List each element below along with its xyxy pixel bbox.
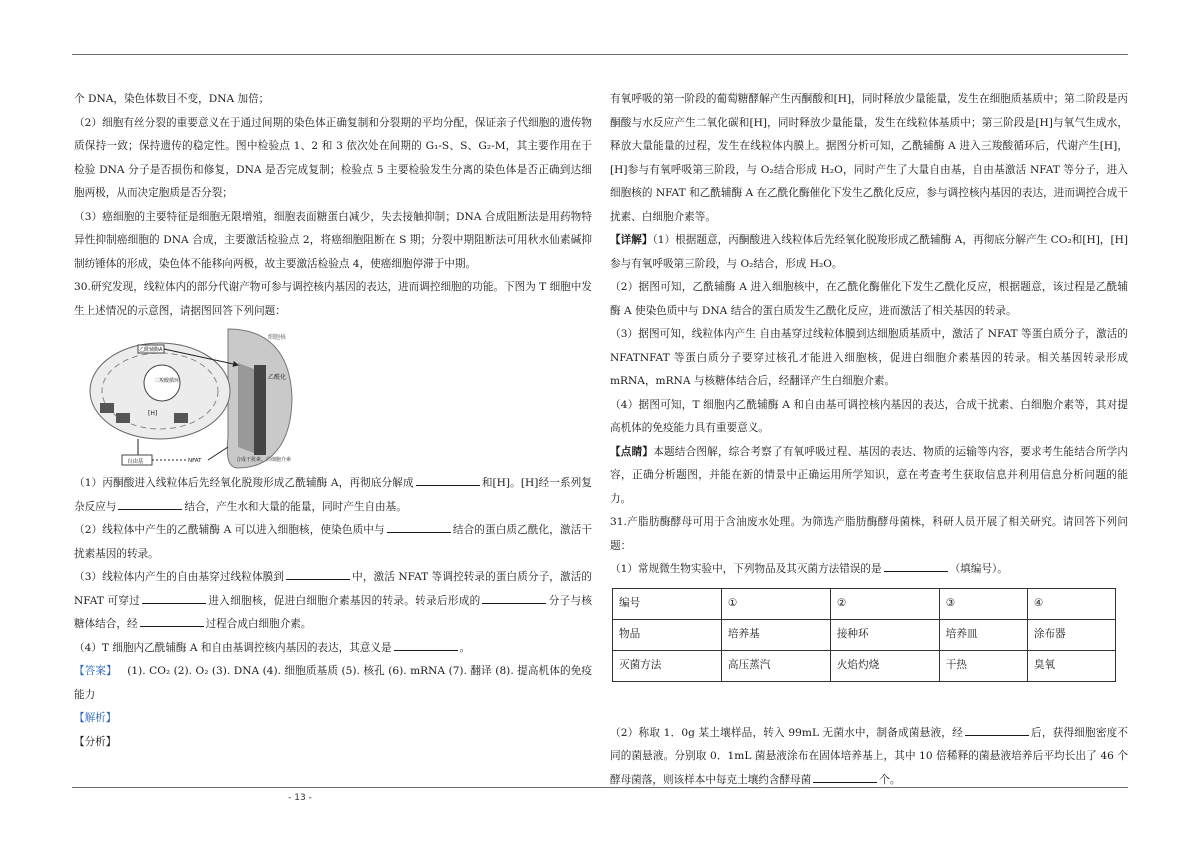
answer-blank-11[interactable] xyxy=(813,770,877,783)
left-paragraph-3: （3）癌细胞的主要特征是细胞无限增殖，细胞表面糖蛋白减少，失去接触抑制；DNA 合成阻断法是用药物特异性抑制癌细胞的 DNA 合成，主要激活检验点 2，将癌细胞阻断在 S 期；分裂中期阻断法可用秋水仙素碱抑制纺锤体的形成，染色体不能移向两极，故主要激活检验点 4，使癌细胞停滞于中期。 xyxy=(74,210,592,270)
nucleus-label: 细胞核 xyxy=(268,334,287,341)
table-cell: 涂布器 xyxy=(1027,619,1115,650)
detail-1: 【详解】（1）根据题意，丙酮酸进入线粒体后先经氧化脱羧形成乙酰辅酶 A，再彻底分解产生 CO₂和[H]，[H]参与有氧呼吸第三阶段，与 O₂结合，形成 H₂O。 xyxy=(610,234,1129,270)
nfat-label: NFAT xyxy=(188,458,202,464)
answer-blank-3[interactable] xyxy=(387,520,451,533)
detail-3: （3）据图可知，线粒体内产生 自由基穿过线粒体膜到达细胞质基质中，激活了 NFAT 等蛋白质分子，激活的 NFATNFAT 等蛋白质分子要穿过核孔才能进入细胞核，促进白细胞介素基因的转录。相关基因转录形成 mRNA，mRNA 与核糖体结合后，经翻译产生白细胞介素。 xyxy=(610,328,1128,387)
answer-blank-2[interactable] xyxy=(118,497,182,510)
table-cell: 灭菌方法 xyxy=(613,650,722,681)
question-31-part-2: （2）称取 1．0g 某土壤样品，转入 99mL 无菌水中，制备成菌悬液，经 后，获得细胞密度不同的菌悬液。分别取 0．1mL 菌悬液涂布在固体培养基上，其中 10 倍稀释的菌悬液培养后平均长出了 46 个酵母菌落，则该样本中每克土壤约含酵母菌 个。 xyxy=(610,722,1128,793)
free-radical-label: 自由基 xyxy=(127,459,144,465)
table-row xyxy=(613,588,1116,619)
question-30-part-1: （1）丙酮酸进入线粒体后先经氧化脱羧形成乙酰辅酶 A，再彻底分解成 和[H]。[H]经一系列复杂反应与 结合，产生水和大量的能量，同时产生自由基。 xyxy=(74,472,592,519)
table-row xyxy=(613,650,1116,681)
membrane-protein-1 xyxy=(100,403,114,413)
answer-blank-10[interactable] xyxy=(965,723,1029,736)
table-cell: 编号 xyxy=(613,588,722,619)
comment: 【点睛】本题结合图解，综合考察了有氧呼吸过程、基因的表达、物质的运输等内容，要求考生能结合所学内容，正确分析题图，并能在新的情景中正确运用所学知识，意在考查考生获取信息并利用信息分析问题的能力。 xyxy=(610,445,1128,505)
t-cell-diagram-svg xyxy=(78,327,298,470)
chromatin-bar xyxy=(254,365,266,455)
detail-2: （2）据图可知，乙酰辅酶 A 进入细胞核中，在乙酰化酶催化下发生乙酰化反应，根据题意，该过程是乙酰辅酶 A 使染色质中与 DNA 结合的蛋白质发生乙酰化反应，进而激活了相关基因的转录。 xyxy=(610,281,1128,317)
h-label: [H] xyxy=(148,410,158,417)
table-cell: ③ xyxy=(939,588,1027,619)
tca-cycle-label: 三羧酸循环 xyxy=(154,378,180,384)
nfat-arrow xyxy=(208,447,228,460)
question-30-part-4: （4）T 细胞内乙酰辅酶 A 和自由基调控核内基因的表达，其意义是 。 xyxy=(74,637,592,661)
page-number: - 13 - xyxy=(288,793,312,803)
fenxi-label: 【分析】 xyxy=(74,735,117,748)
answer-blank-6[interactable] xyxy=(482,591,546,604)
right-paragraph-1: 有氧呼吸的第一阶段的葡萄糖酵解产生丙酮酸和[H]，同时释放少量能量，发生在细胞质基质中；第二阶段是丙酮酸与水反应产生二氧化碳和[H]，同时释放少量能量，发生在线粒体基质中；第三阶段是[H]与氧气生成水，释放大量能量的过程，发生在线粒体内膜上。据图分析可知，乙酰辅酶 A 进入三羧酸循环后，代谢产生[H]，[H]参与有氧呼吸第三阶段，与 O₂结合形成 H₂O，同时产生了大量自由基，自由基激活 NFAT 等分子，进入细胞核的 NFAT 和乙酰辅酶 A 在乙酰化酶催化下发生乙酰化反应，参与调控核内基因的表达，进而调控合成干扰素、白细胞介素等。 xyxy=(610,93,1128,223)
output-label: 合成干扰素、白细胞介素 xyxy=(236,457,292,463)
answer-blank-9[interactable] xyxy=(884,559,948,572)
table-cell: 干热 xyxy=(939,650,1027,681)
table-cell: 火焰灼烧 xyxy=(830,650,939,681)
table-cell: 培养皿 xyxy=(939,619,1027,650)
table-cell: ④ xyxy=(1027,588,1115,619)
question-30-stem: 30.研究发现，线粒体内的部分代谢产物可参与调控核内基因的表达，进而调控细胞的功能。下图为 T 细胞中发生上述情况的示意图，请据图回答下列问题： xyxy=(74,281,592,317)
t-cell-diagram xyxy=(78,327,298,470)
answer-blank-5[interactable] xyxy=(142,591,206,604)
answer-label: 【答案】 xyxy=(74,665,117,677)
answer-blank-4[interactable] xyxy=(286,567,350,580)
answer-line xyxy=(74,660,592,707)
table-row xyxy=(613,619,1116,650)
chromatin-side xyxy=(238,363,254,453)
acetyl-coa-label: 乙酰辅酶A xyxy=(139,347,163,353)
question-30-part-3: （3）线粒体内产生的自由基穿过线粒体膜到 中，激活 NFAT 等调控转录的蛋白质分子，激活的 NFAT 可穿过 进入细胞核，促进白细胞介素基因的转录。转录后形成的 分子与核糖体结合，经 过程合成白细胞介素。 xyxy=(74,566,592,637)
membrane-protein-3 xyxy=(174,413,188,423)
answer-blank-1[interactable] xyxy=(416,473,480,486)
acetylation-label: 乙酰化 xyxy=(268,374,287,381)
right-column xyxy=(610,88,1128,792)
left-paragraph-2: （2）细胞有丝分裂的重要意义在于通过间期的染色体正确复制和分裂期的平均分配，保证亲子代细胞的遗传物质保持一致；保持遗传的稳定性。图中检验点 1、2 和 3 依次处在间期的 G₁-S、S、G₂-M，其主要作用在于检验 DNA 分子是否损伤和修复，DNA 是否完成复制；检验点 5 主要检验发生分离的染色体是否正确到达细胞两极，从而决定胞质是否分裂； xyxy=(74,116,592,199)
membrane-protein-2 xyxy=(116,413,130,423)
table-cell: 培养基 xyxy=(721,619,830,650)
table-cell: 物品 xyxy=(613,619,722,650)
answer-blank-8[interactable] xyxy=(394,638,458,651)
table-cell: 臭氧 xyxy=(1027,650,1115,681)
sterilization-table xyxy=(612,588,1116,682)
question-31-stem: 31.产脂肪酶酵母可用于含油废水处理。为筛选产脂肪酶酵母菌株，科研人员开展了相关研究。请回答下列问题： xyxy=(610,516,1128,552)
question-30-part-2: （2）线粒体中产生的乙酰辅酶 A 可以进入细胞核，使染色质中与 结合的蛋白质乙酰化，激活干扰素基因的转录。 xyxy=(74,519,592,566)
table-cell: 高压蒸汽 xyxy=(721,650,830,681)
detail-4: （4）据图可知，T 细胞内乙酰辅酶 A 和自由基可调控核内基因的表达，合成干扰素、白细胞介素等，其对提高机体的免疫能力具有重要意义。 xyxy=(610,398,1128,434)
analysis-label: 【解析】 xyxy=(74,712,117,724)
question-31-part-1: （1）常规微生物实验中，下列物品及其灭菌方法错误的是 （填编号）。 xyxy=(610,558,1128,582)
left-column xyxy=(74,88,592,754)
answer-text: (1). CO₂ (2). O₂ (3). DNA (4). 细胞质基质 (5). 核孔 (6). mRNA (7). 翻译 (8). 提高机体的免疫能力 xyxy=(74,665,592,701)
table-cell: ① xyxy=(721,588,830,619)
bottom-rule xyxy=(72,787,1128,788)
left-paragraph-1: 个 DNA，染色体数目不变，DNA 加倍； xyxy=(74,93,270,105)
top-rule xyxy=(72,54,1128,55)
table-cell: ② xyxy=(830,588,939,619)
spacer xyxy=(610,682,1128,722)
table-cell: 接种环 xyxy=(830,619,939,650)
answer-blank-7[interactable] xyxy=(140,614,204,627)
